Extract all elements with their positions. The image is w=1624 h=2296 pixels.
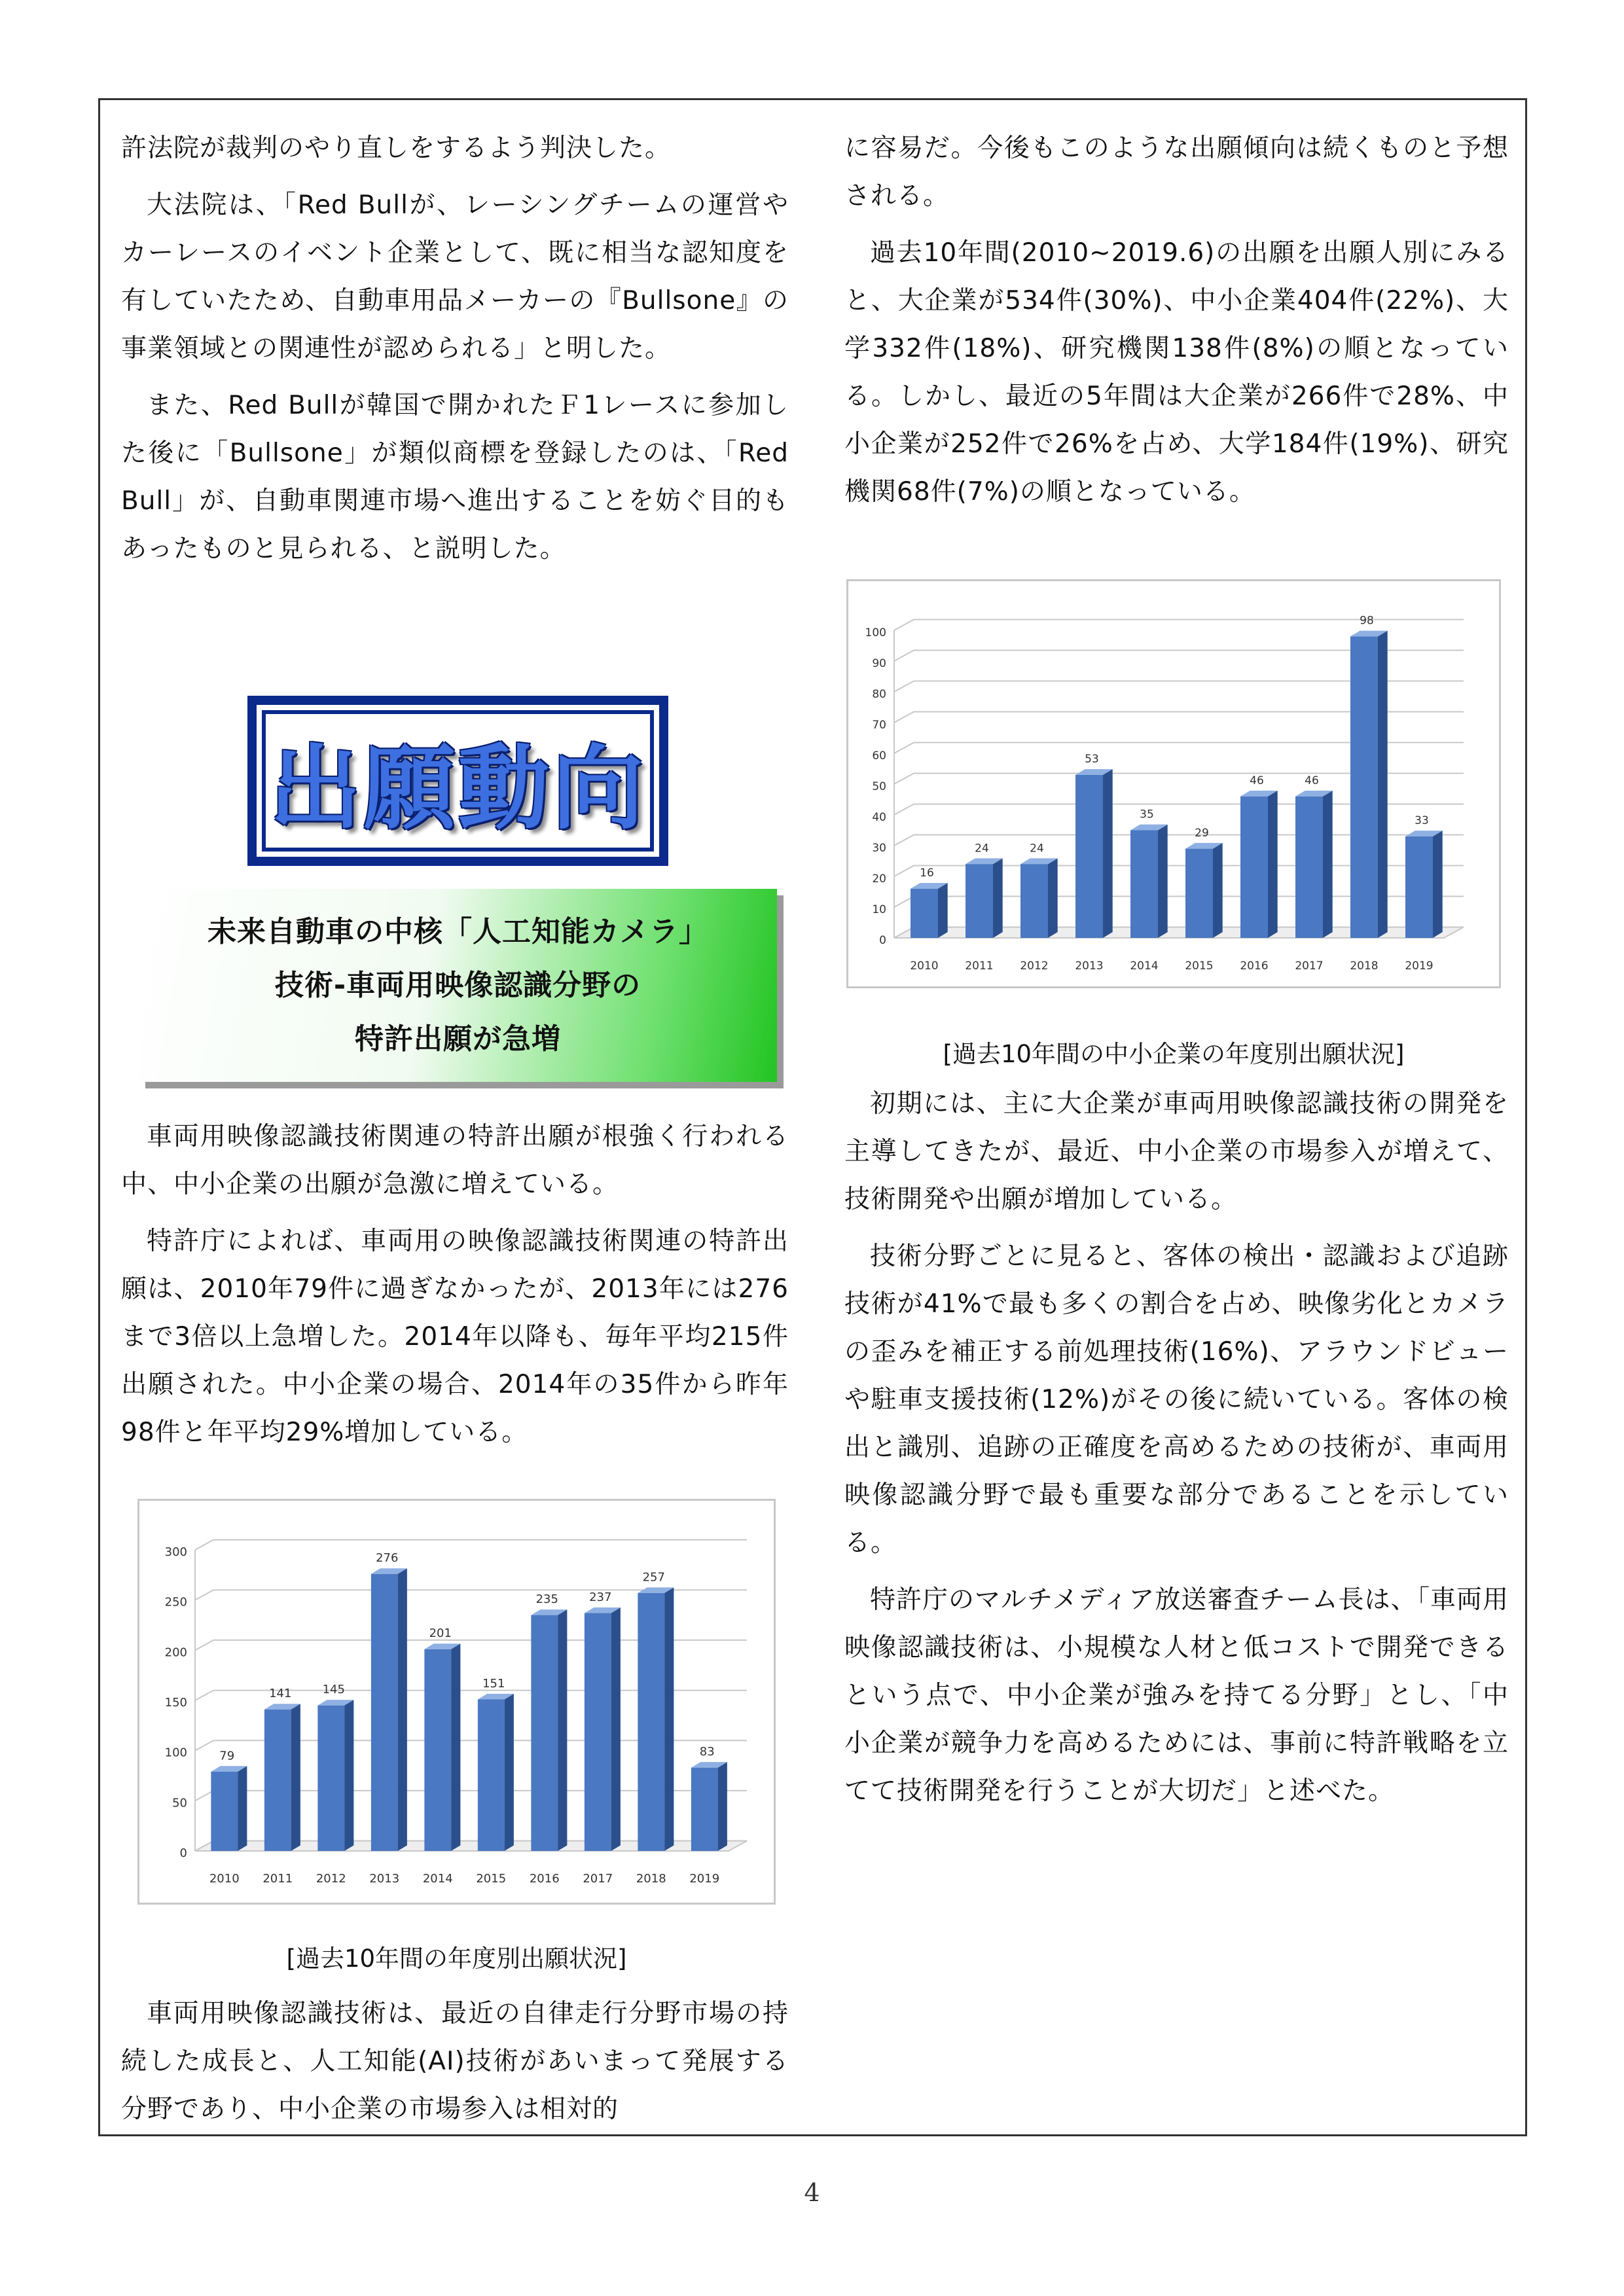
y-tick-label: 30 xyxy=(872,842,886,855)
bar xyxy=(585,1613,611,1851)
article-headline xyxy=(139,889,777,1082)
x-tick-label: 2013 xyxy=(369,1872,400,1886)
data-label: 98 xyxy=(1360,614,1374,628)
bar-side xyxy=(1268,791,1278,938)
headline-line: 技術-車両用映像認識分野の xyxy=(274,968,641,1002)
data-label: 53 xyxy=(1085,753,1099,766)
bar xyxy=(264,1710,291,1851)
bar xyxy=(1350,636,1378,938)
data-label: 35 xyxy=(1140,808,1154,821)
bar xyxy=(1405,836,1433,938)
bar xyxy=(965,864,993,938)
bar xyxy=(1020,864,1048,938)
bar-side xyxy=(664,1587,674,1851)
paragraph: 許法院が裁判のやり直しをするよう判決した。 xyxy=(121,134,672,163)
gridline-side xyxy=(195,1590,213,1600)
y-tick-label: 250 xyxy=(164,1595,187,1609)
bar xyxy=(1240,797,1268,938)
x-tick-label: 2019 xyxy=(689,1872,720,1886)
y-tick-label: 70 xyxy=(872,719,886,732)
x-tick-label: 2011 xyxy=(965,960,994,973)
gridline-side xyxy=(894,866,914,877)
gridline-side xyxy=(195,1691,213,1700)
bar xyxy=(1075,775,1103,938)
x-tick-label: 2019 xyxy=(1405,960,1434,973)
bar-side xyxy=(1378,631,1388,938)
x-tick-label: 2014 xyxy=(422,1872,453,1886)
data-label: 46 xyxy=(1305,774,1319,787)
y-tick-label: 40 xyxy=(872,811,886,824)
paragraph: 車両用映像認識技術関連の特許出願が根強く行われる中、中小企業の出願が急激に増えている。 xyxy=(121,1122,789,1199)
bar-side xyxy=(993,858,1003,938)
gridline-side xyxy=(894,681,914,692)
x-tick-label: 2012 xyxy=(1020,960,1049,973)
bar-side xyxy=(1433,831,1443,938)
y-tick-label: 150 xyxy=(164,1696,187,1710)
bar xyxy=(424,1649,451,1851)
x-tick-label: 2010 xyxy=(910,960,939,973)
headline-line: 未来自動車の中核「人工知能カメラ」 xyxy=(208,914,708,948)
paragraph: に容易だ。今後もこのような出願傾向は続くものと予想される。 xyxy=(844,134,1509,211)
bar xyxy=(911,889,938,938)
y-tick-label: 300 xyxy=(164,1545,187,1559)
y-tick-label: 90 xyxy=(872,657,886,670)
data-label: 16 xyxy=(920,866,934,880)
gridline-side xyxy=(894,712,914,723)
bar-side xyxy=(611,1607,621,1851)
bar-side xyxy=(558,1609,567,1851)
bar-side xyxy=(1213,843,1223,938)
bar xyxy=(478,1699,505,1851)
gridline-side xyxy=(195,1740,213,1750)
bar-side xyxy=(938,883,948,938)
y-tick-label: 0 xyxy=(179,1846,187,1860)
paragraph: 過去10年間(2010~2019.6)の出願を出願人別にみると、大企業が534件(30%)、中小企業404件(22%)、大学332件(18%)、研究機関138件(8%)の順となっている。しかし、最近の5年間は大企業が266件で28%、中小企業が252件で26%を占め、大学184件(19%)、研究機関68件(7%)の順となっている。 xyxy=(844,238,1509,507)
gridline-side xyxy=(894,743,914,754)
bar-side xyxy=(451,1643,460,1851)
y-tick-label: 100 xyxy=(164,1746,187,1760)
bar xyxy=(371,1574,398,1851)
chart-caption: [過去10年間の中小企業の年度別出願状況] xyxy=(943,1040,1405,1068)
data-label: 276 xyxy=(376,1551,399,1566)
paragraph: 初期には、主に大企業が車両用映像認識技術の開発を主導してきたが、最近、中小企業の市場参入が増えて、技術開発や出願が増加している。 xyxy=(844,1089,1509,1214)
paragraph: 技術分野ごとに見ると、客体の検出・認識および追跡技術が41%で最も多くの割合を占め、映像劣化とカメラの歪みを補正する前処理技術(16%)、アラウンドビューや駐車支援技術(12%)がその後に続いている。客体の検出と識別、追跡の正確度を高めるための技術が、車両用映像認識分野で最も重要な部分であることを示している。 xyxy=(844,1242,1509,1558)
y-tick-label: 20 xyxy=(872,872,886,886)
data-label: 79 xyxy=(219,1749,235,1763)
gridline-side xyxy=(894,620,914,631)
right-column xyxy=(844,124,1509,525)
data-label: 141 xyxy=(269,1687,292,1701)
data-label: 235 xyxy=(535,1592,558,1607)
data-label: 24 xyxy=(975,842,989,855)
bar xyxy=(317,1706,344,1851)
x-tick-label: 2013 xyxy=(1075,960,1104,973)
bar xyxy=(531,1615,558,1851)
y-tick-label: 50 xyxy=(172,1796,187,1810)
bar-side xyxy=(1048,858,1058,938)
gridline-side xyxy=(894,774,914,785)
y-tick-label: 100 xyxy=(865,626,886,639)
bar-side xyxy=(291,1704,300,1851)
x-tick-label: 2011 xyxy=(262,1872,293,1886)
headline-line: 特許出願が急増 xyxy=(355,1022,561,1056)
x-tick-label: 2016 xyxy=(529,1872,560,1886)
right-column-body xyxy=(844,1080,1509,1824)
bar-side xyxy=(1323,791,1333,938)
bar-side xyxy=(238,1766,247,1851)
data-label: 145 xyxy=(322,1683,345,1697)
data-label: 83 xyxy=(699,1745,715,1759)
chart-annual-filings xyxy=(137,1499,776,1905)
x-tick-label: 2017 xyxy=(583,1872,613,1886)
section-title-box xyxy=(247,696,668,866)
paragraph: 特許庁のマルチメディア放送審査チーム長は、「車両用映像認識技術は、小規模な人材と低コストで開発できるという点で、中小企業が強みを持てる分野」とし、「中小企業が競争力を高めるためには、事前に特許戦略を立てて技術開発を行うことが大切だ」と述べた。 xyxy=(844,1585,1509,1806)
bar xyxy=(1130,831,1158,939)
data-label: 33 xyxy=(1415,814,1429,828)
y-tick-label: 0 xyxy=(879,934,886,947)
y-tick-label: 50 xyxy=(872,780,886,793)
gridline-side xyxy=(195,1540,213,1550)
chart-caption: [過去10年間の年度別出願状況] xyxy=(286,1945,627,1973)
data-label: 201 xyxy=(429,1626,452,1641)
chart-sme-filings xyxy=(846,579,1501,988)
y-tick-label: 80 xyxy=(872,688,886,701)
bar-side xyxy=(398,1568,407,1851)
paragraph: また、Red Bullが韓国で開かれたＦ1レースに参加した後に「Bullsone」が類似商標を登録したのは、「Red Bull」が、自動車関連市場へ進出することを妨ぐ目的もあったものと見られる、と説明した。 xyxy=(121,391,789,564)
gridline-side xyxy=(894,835,914,846)
left-column xyxy=(121,124,789,582)
gridline-side xyxy=(894,651,914,662)
page-number: 4 xyxy=(804,2178,820,2207)
y-tick-label: 10 xyxy=(872,903,886,916)
bar xyxy=(1295,797,1323,938)
gridline-side xyxy=(894,804,914,816)
y-tick-label: 60 xyxy=(872,749,886,762)
data-label: 24 xyxy=(1030,842,1044,855)
x-tick-label: 2010 xyxy=(209,1872,240,1886)
paragraph: 特許庁によれば、車両用の映像認識技術関連の特許出願は、2010年79件に過ぎなかったが、2013年には276まで3倍以上急増した。2014年以降も、毎年平均215件出願された。中小企業の場合、2014年の35件から昨年98件と年平均29%増加している。 xyxy=(121,1227,789,1447)
bar-side xyxy=(505,1694,514,1851)
left-column-body xyxy=(121,1113,789,1465)
x-tick-label: 2012 xyxy=(316,1872,346,1886)
chart-sme-filings-svg xyxy=(848,581,1499,986)
x-tick-label: 2015 xyxy=(1185,960,1214,973)
paragraph: 大法院は、「Red Bullが、レーシングチームの運営やカーレースのイベント企業として、既に相当な認知度を有していたため、自動車用品メーカーの『Bullsone』の事業領域との関連性が認められる」と明した。 xyxy=(121,190,789,363)
data-label: 151 xyxy=(482,1676,505,1691)
chart-annual-filings-svg xyxy=(139,1501,774,1903)
x-tick-label: 2015 xyxy=(476,1872,507,1886)
y-tick-label: 200 xyxy=(164,1645,187,1660)
bar-side xyxy=(1103,769,1113,938)
x-tick-label: 2018 xyxy=(1350,960,1379,973)
left-column-tail xyxy=(121,1990,789,2142)
gridline-side xyxy=(195,1791,213,1801)
gridline-side xyxy=(195,1640,213,1650)
x-tick-label: 2014 xyxy=(1130,960,1159,973)
x-tick-label: 2016 xyxy=(1240,960,1269,973)
bar xyxy=(691,1768,718,1851)
bar-side xyxy=(1158,825,1168,938)
data-label: 29 xyxy=(1195,826,1209,840)
x-tick-label: 2018 xyxy=(636,1872,666,1886)
data-label: 237 xyxy=(589,1590,612,1605)
bar-side xyxy=(718,1762,727,1851)
section-title: 出願動向 xyxy=(269,735,647,842)
bar xyxy=(638,1593,664,1851)
bar xyxy=(211,1772,238,1851)
paragraph: 車両用映像認識技術は、最近の自律走行分野市場の持続した成長と、人工知能(AI)技術があいまって発展する分野であり、中小企業の市場参入は相対的 xyxy=(121,1999,789,2124)
data-label: 257 xyxy=(642,1570,665,1585)
data-label: 46 xyxy=(1250,774,1264,787)
x-tick-label: 2017 xyxy=(1295,960,1324,973)
bar-side xyxy=(344,1700,353,1851)
bar xyxy=(1185,849,1213,938)
